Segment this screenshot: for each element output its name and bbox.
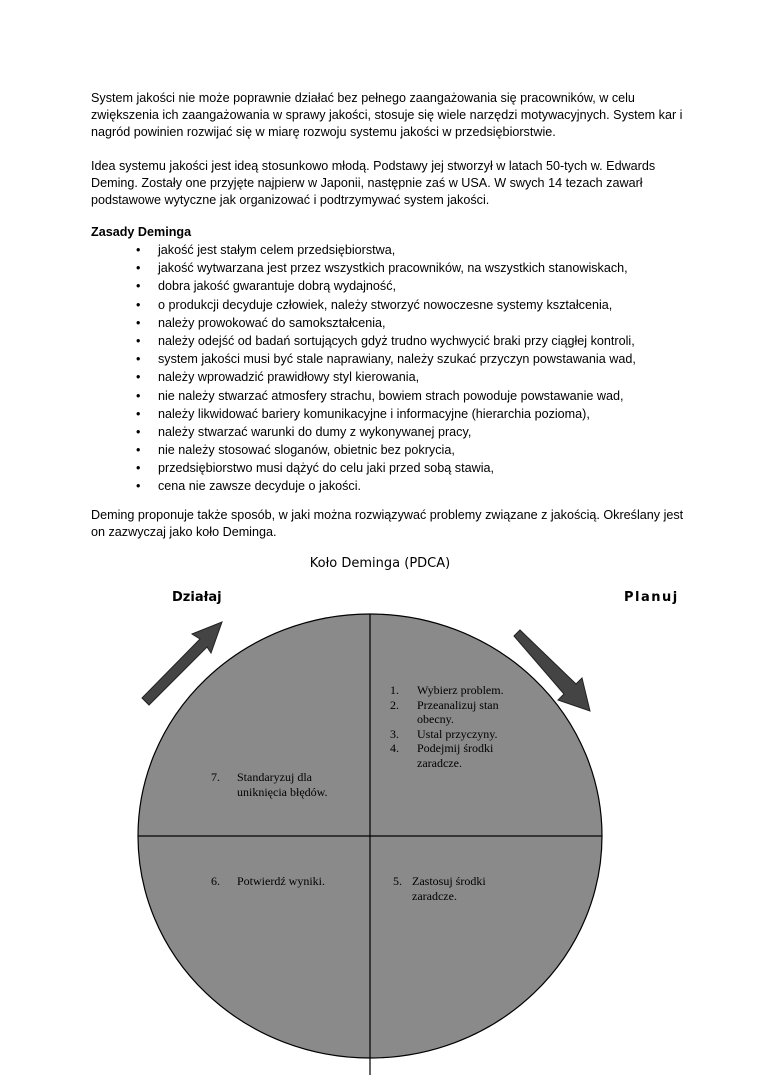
list-item: • nie należy stwarzać atmosfery strachu, bowiem strach powoduje powstawanie wad, — [136, 387, 636, 405]
step-3-num: 3. — [390, 727, 399, 741]
list-item: • należy likwidować bariery komunikacyjne i informacyjne (hierarchia pozioma), — [136, 405, 636, 423]
label-plan: Planuj — [624, 590, 679, 605]
step-6-num: 6. — [211, 874, 220, 888]
list-item: • należy wprowadzić prawidłowy styl kierowania, — [136, 368, 636, 386]
heading-deming-principles: Zasady Deminga — [91, 225, 192, 239]
step-7-num: 7. — [211, 770, 220, 784]
list-item: • cena nie zawsze decyduje o jakości. — [136, 477, 636, 495]
list-item: • dobra jakość gwarantuje dobrą wydajność, — [136, 277, 636, 295]
list-item: • o produkcji decyduje człowiek, należy stworzyć nowoczesne systemy kształcenia, — [136, 296, 636, 314]
step-2-text: Przeanalizuj stan — [417, 698, 499, 712]
step-7-text: uniknięcia błędów. — [237, 785, 328, 799]
list-item: • jakość jest stałym celem przedsiębiorstwa, — [136, 241, 636, 259]
step-2-num: 2. — [390, 698, 399, 712]
list-item: • należy stwarzać warunki do dumy z wykonywanej pracy, — [136, 423, 636, 441]
diagram-title: Koło Deminga (PDCA) — [309, 556, 451, 571]
step-1-num: 1. — [390, 683, 399, 697]
step-4-num: 4. — [390, 741, 399, 755]
step-6-text: Potwierdź wyniki. — [237, 874, 325, 888]
step-5-text: zaradcze. — [412, 889, 457, 903]
list-item: • system jakości musi być stale naprawiany, należy szukać przyczyn powstawania wad, — [136, 350, 636, 368]
list-item: • przedsiębiorstwo musi dążyć do celu jaki przed sobą stawia, — [136, 459, 636, 477]
step-3-text: Ustal przyczyny. — [417, 727, 498, 741]
label-act: Działaj — [172, 590, 222, 605]
step-4-text: Podejmij środki — [417, 741, 494, 755]
list-item: • należy odejść od badań sortujących gdyż trudno wychwycić braki przy ciągłej kontroli, — [136, 332, 636, 350]
list-item: • należy prowokować do samokształcenia, — [136, 314, 636, 332]
list-item: • nie należy stosować sloganów, obietnic bez pokrycia, — [136, 441, 636, 459]
step-5-num: 5. — [393, 874, 402, 888]
paragraph-deming-cycle: Deming proponuje także sposób, w jaki można rozwiązywać problemy związane z jakością. Określany jest on zazwyczaj jako koło Deminga. — [91, 508, 684, 539]
step-2-text: obecny. — [417, 712, 454, 726]
step-1-text: Wybierz problem. — [417, 683, 504, 697]
list-item: • jakość wytwarzana jest przez wszystkich pracowników, na wszystkich stanowiskach, — [136, 259, 636, 277]
paragraph-quality-system: System jakości nie może poprawnie działać bez pełnego zaangażowania się pracowników, w celu zwiększenia ich zaangażowania w sprawy jakości, stosuje się wiele narzędzi motywacyjnych. System kar i nagród powinien rozwijać się w miarę rozwoju systemu jakości w przedsiębiorstwie. — [91, 91, 683, 139]
paragraph-deming-idea: Idea systemu jakości jest ideą stosunkowo młodą. Podstawy jej stworzył w latach 50-tych w. Edwards Deming. Zostały one przyjęte najpierw w Japonii, następnie zaś w USA. W swych 14 tezach zawarł podstawowe wytyczne jak organizować i podtrzymywać system jakości. — [91, 159, 656, 207]
step-7-text: Standaryzuj dla — [237, 770, 312, 784]
step-4-text: zaradcze. — [417, 756, 462, 770]
step-5-text: Zastosuj środki — [412, 874, 486, 888]
